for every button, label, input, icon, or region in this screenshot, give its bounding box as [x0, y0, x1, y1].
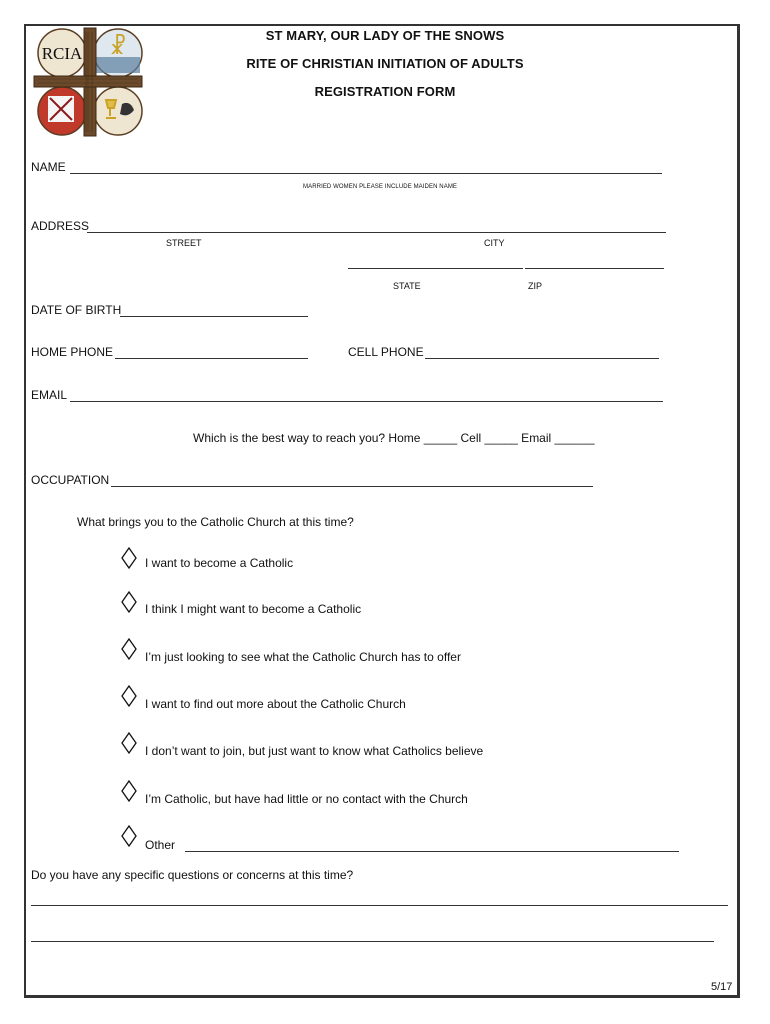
name-note: MARRIED WOMEN PLEASE INCLUDE MAIDEN NAME	[303, 184, 458, 190]
questions-input-line-2[interactable]	[31, 941, 714, 942]
city-label: CITY	[484, 238, 505, 248]
header-form-title: REGISTRATION FORM	[314, 84, 456, 99]
cell-phone-input-line[interactable]	[425, 358, 659, 359]
reason-option-label: I’m Catholic, but have had little or no contact with the Church	[145, 792, 468, 806]
other-input-line[interactable]	[185, 851, 679, 852]
reason-option-label: I want to become a Catholic	[145, 556, 294, 570]
name-label: NAME	[31, 160, 66, 174]
zip-input-line[interactable]	[525, 268, 664, 269]
reason-option-label: Other	[145, 838, 176, 852]
occupation-label: OCCUPATION	[31, 473, 110, 487]
page-number: 5/17	[711, 981, 733, 993]
name-input-line[interactable]	[70, 173, 662, 174]
state-input-line[interactable]	[348, 268, 523, 269]
dob-label: DATE OF BIRTH	[31, 303, 122, 317]
diamond-checkbox-icon[interactable]	[121, 780, 137, 802]
reason-option-label: I think I might want to become a Catholic	[145, 602, 362, 616]
reason-option-label: I’m just looking to see what the Catholic Church has to offer	[145, 650, 461, 664]
cell-phone-label: CELL PHONE	[348, 345, 424, 359]
header-rite: RITE OF CHRISTIAN INITIATION OF ADULTS	[246, 56, 524, 71]
address-label: ADDRESS	[31, 219, 90, 233]
home-phone-label: HOME PHONE	[31, 345, 114, 359]
occupation-input-line[interactable]	[111, 486, 593, 487]
diamond-checkbox-icon[interactable]	[121, 685, 137, 707]
diamond-checkbox-icon[interactable]	[121, 825, 137, 847]
email-label: EMAIL	[31, 388, 68, 402]
diamond-checkbox-icon[interactable]	[121, 732, 137, 754]
diamond-checkbox-icon[interactable]	[121, 638, 137, 660]
address-input-line[interactable]	[87, 232, 666, 233]
street-label: STREET	[166, 238, 202, 248]
home-phone-input-line[interactable]	[115, 358, 308, 359]
zip-label: ZIP	[528, 281, 543, 291]
header-parish: ST MARY, OUR LADY OF THE SNOWS	[265, 28, 505, 43]
reason-option-label: I want to find out more about the Catholic Church	[145, 697, 406, 711]
diamond-checkbox-icon[interactable]	[121, 547, 137, 569]
contact-preference-question: Which is the best way to reach you? Home _____ Cell _____ Email ______	[193, 431, 595, 445]
email-input-line[interactable]	[70, 401, 663, 402]
chi-rho-icon: ☧	[109, 35, 127, 60]
diamond-checkbox-icon[interactable]	[121, 591, 137, 613]
questions-label: Do you have any specific questions or concerns at this time?	[31, 868, 354, 882]
reason-option-label: I don’t want to join, but just want to know what Catholics believe	[145, 744, 484, 758]
state-label: STATE	[393, 281, 421, 291]
dob-input-line[interactable]	[120, 316, 308, 317]
questions-input-line-1[interactable]	[31, 905, 728, 906]
rcia-logo-text: RCIA	[41, 44, 83, 63]
reasons-question: What brings you to the Catholic Church at this time?	[77, 515, 354, 529]
